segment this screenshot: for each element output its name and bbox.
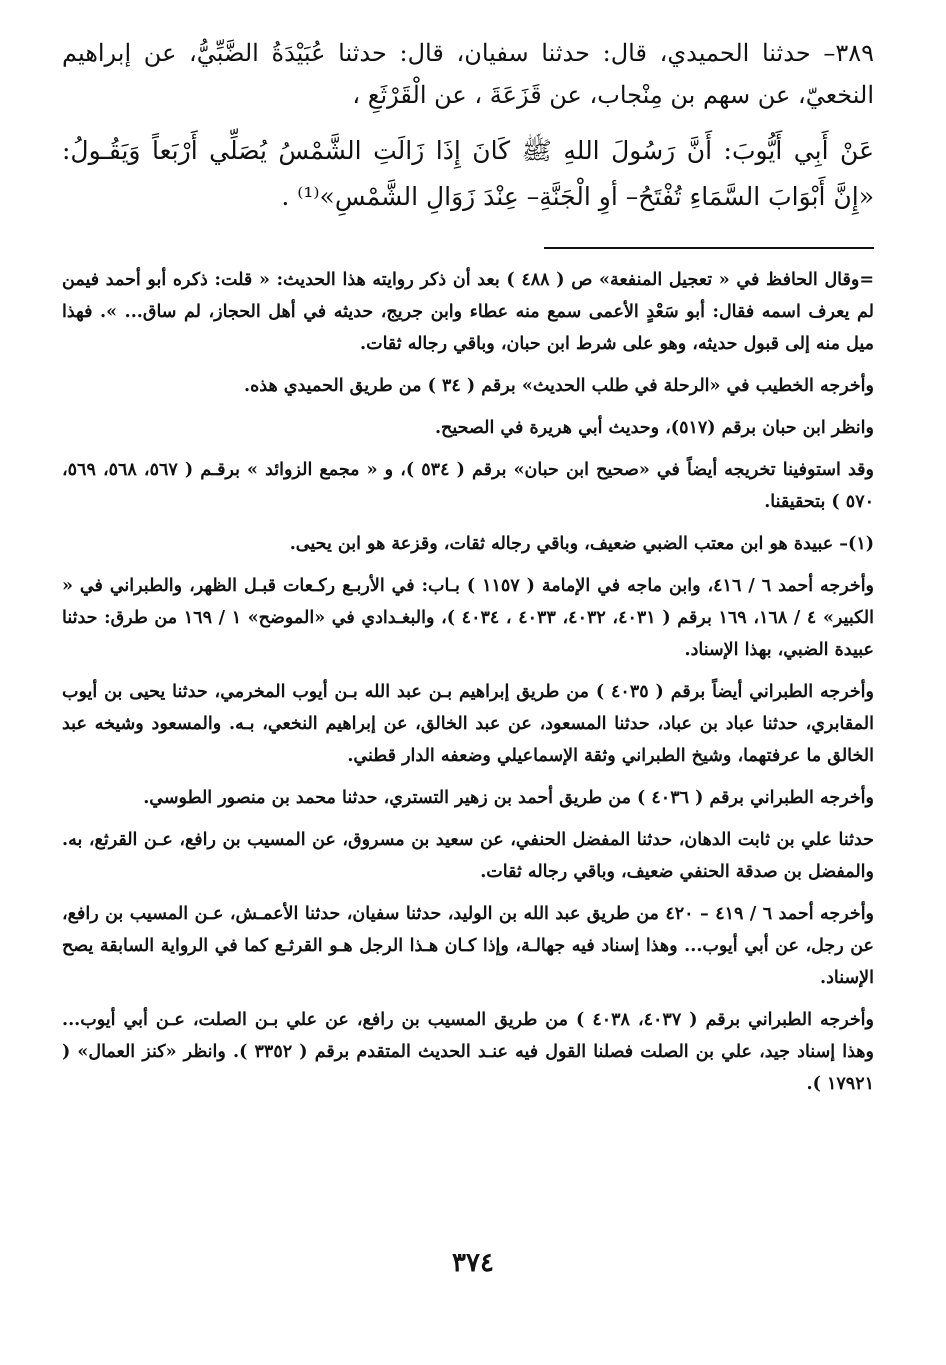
hadith-chain: ٣٨٩– حدثنا الحميدي، قال: حدثنا سفيان، قال: حدثنا عُبَيْدَةُ الضَّبِّيُّ، عن إبراهيم النخعيّ، عن سهم بن مِنْجاب، عن قَزَعَةَ ، عن الْقَرْثَعِ ، — [62, 39, 874, 109]
footnote-paragraph: =وقال الحافظ في « تعجيل المنفعة» ص ( ٤٨٨ ) بعد أن ذكر روايته هذا الحديث: « قلت: ذكره أبو أحمد فيمن لم يعرف اسمه فقال: أبو سَعْدٍ الأعمى سمع منه عطاء وابن جريج، حديثه في أهل الحجاز، لم ساق... ». فهذا ميل منه إلى قبول حديثه، وهو على شرط ابن حبان، وباقي رجاله ثقات. — [62, 270, 874, 354]
footnote-divider — [544, 247, 874, 249]
footnotes — [62, 264, 874, 1110]
page-number: ٣٧٤ — [452, 1248, 494, 1278]
footnote-paragraph: وأخرجه الطبراني برقم ( ٤٠٣٦ ) من طريق أحمد بن زهير التستري، حدثنا محمد بن منصور الطوسي. — [143, 788, 874, 808]
footnote-paragraph: حدثنا علي بن ثابت الدهان، حدثنا المفضل الحنفي، عن سعيد بن مسروق، عن المسيب بن رافع، عـن القرثع، به. والمفضل بن صدقة الحنفي ضعيف، وباقي رجاله ثقات. — [62, 830, 874, 882]
footnote-paragraph: (١)– عبيدة هو ابن معتب الضبي ضعيف، وباقي رجاله ثقات، وقزعة هو ابن يحيى. — [289, 534, 874, 554]
footnote-paragraph: وأخرجه الخطيب في «الرحلة في طلب الحديث» برقم ( ٣٤ ) من طريق الحميدي هذه. — [244, 376, 874, 396]
footnote-paragraph: وانظر ابن حبان برقم (٥١٧)، وحديث أبي هريرة في الصحيح. — [434, 418, 874, 438]
hadith-text — [62, 32, 874, 232]
footnote-paragraph: وأخرجه أحمد ٦ / ٤١٦، وابن ماجه في الإمامة ( ١١٥٧ ) بـاب: في الأربـع ركـعات قبـل الظهر، والطبراني في « الكبير» ٤ / ١٦٨، ١٦٩ برقم ( ٤٠٣١، ٤٠٣٢، ٤٠٣٣ ، ٤٠٣٤ )، والبغـدادي في «الموضح» ١ / ١٦٩ من طرق: حدثنا عبيدة الضبي، بهذا الإسناد. — [62, 576, 875, 660]
footnote-paragraph: وأخرجه أحمد ٦ / ٤١٩ – ٤٢٠ من طريق عبد الله بن الوليد، حدثنا سفيان، حدثنا الأعمـش، عـن المسيب بن رافع، عن رجل، عن أبي أيوب... وهذا إسناد فيه جهالـة، وإذا كـان هـذا الرجل هـو القرثـع كما في الرواية السابقة يصح الإسناد. — [62, 904, 875, 988]
footnote-paragraph: وأخرجه الطبراني برقم ( ٤٠٣٧، ٤٠٣٨ ) من طريق المسيب بن رافع، عن علي بـن الصلت، عـن أبي أيوب... وهذا إسناد جيد، علي بن الصلت فصلنا القول فيه عنـد الحديث المتقدم برقم ( ٣٣٥٢ ). وانظر «كنز العمال» ( ١٧٩٢١ ). — [62, 1010, 874, 1094]
footnote-paragraph: وقد استوفينا تخريجه أيضاً في «صحيح ابن حبان» برقم ( ٥٣٤ )، و « مجمع الزوائد » برقـم ( ٥٦٧، ٥٦٨، ٥٦٩، ٥٧٠ ) بتحقيقنا. — [62, 460, 874, 512]
hadith-matn: عَنْ أَبِي أَيُّوبَ: أَنَّ رَسُولَ اللهِ ﷺ كَانَ إِذَا زَالَتِ الشَّمْسُ يُصَلِّي أَرْبَعاً وَيَقُـولُ: «إِنَّ أَبْوَابَ السَّمَاءِ تُفْتَحُ– أوِ الْجَنَّةِ– عِنْدَ زَوَالِ الشَّمْسِ»⁽¹⁾ . — [62, 136, 874, 211]
footnote-paragraph: وأخرجه الطبراني أيضاً برقم ( ٤٠٣٥ ) من طريق إبراهيم بـن عبد الله بـن أيوب المخرمي، حدثنا يحيى بن أيوب المقابري، حدثنا عباد بن عباد، حدثنا المسعود، عن عبد الخالق، عن إبراهيم النخعي، بـه. والمسعود وشيخه عبد الخالق ما عرفتهما، وشيخ الطبراني وثقة الإسماعيلي وضعفه الدار قطني. — [62, 682, 874, 766]
